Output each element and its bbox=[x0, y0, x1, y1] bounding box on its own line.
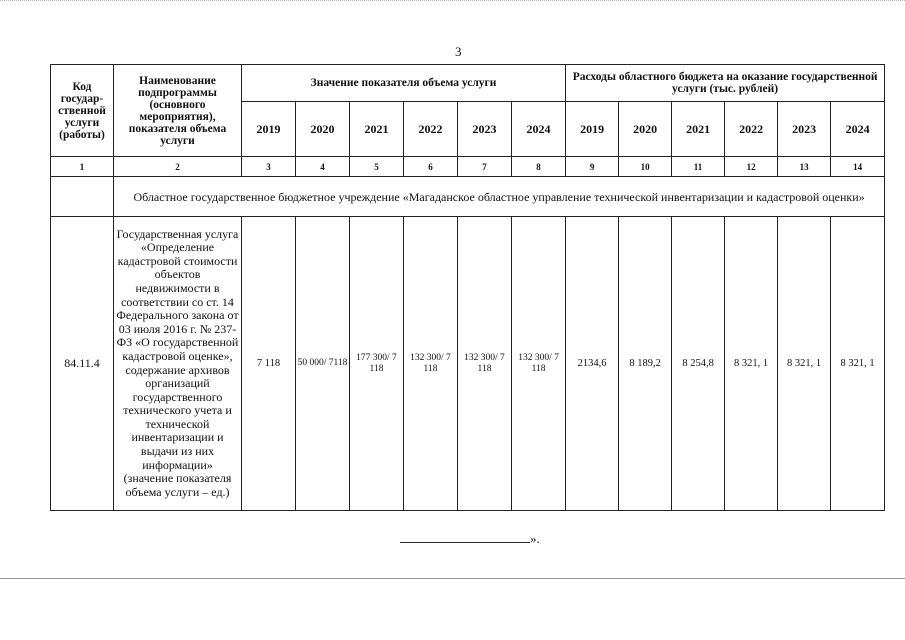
closing-quote: ». bbox=[530, 531, 540, 546]
expense-value: 8 321, 1 bbox=[831, 217, 885, 511]
column-number: 9 bbox=[566, 157, 619, 177]
volume-year: 2019 bbox=[242, 102, 296, 157]
column-number: 14 bbox=[831, 157, 885, 177]
column-number: 12 bbox=[725, 157, 778, 177]
volume-value: 50 000/ 7118 bbox=[296, 217, 350, 511]
expense-year: 2022 bbox=[725, 102, 778, 157]
org-row-blank bbox=[51, 177, 114, 217]
expense-year: 2021 bbox=[672, 102, 725, 157]
header-volume-group: Значение показателя объема услуги bbox=[242, 65, 566, 102]
budget-table bbox=[50, 64, 885, 511]
volume-value: 132 300/ 7 118 bbox=[512, 217, 566, 511]
volume-value: 132 300/ 7 118 bbox=[404, 217, 458, 511]
column-number: 13 bbox=[778, 157, 831, 177]
column-number: 3 bbox=[242, 157, 296, 177]
blank-underline bbox=[400, 530, 530, 543]
column-number: 7 bbox=[458, 157, 512, 177]
expense-year: 2019 bbox=[566, 102, 619, 157]
volume-year: 2022 bbox=[404, 102, 458, 157]
volume-year: 2020 bbox=[296, 102, 350, 157]
expense-value: 8 321, 1 bbox=[778, 217, 831, 511]
header-code: Код государ-ственной услуги (работы) bbox=[51, 65, 114, 157]
service-code: 84.11.4 bbox=[51, 217, 114, 511]
closing-line bbox=[400, 530, 540, 547]
expense-value: 8 189,2 bbox=[619, 217, 672, 511]
expense-value: 8 321, 1 bbox=[725, 217, 778, 511]
page-number: 3 bbox=[455, 44, 462, 59]
column-number: 5 bbox=[350, 157, 404, 177]
expense-value: 2134,6 bbox=[566, 217, 619, 511]
column-number: 1 bbox=[51, 157, 114, 177]
service-description: Государственная услуга «Определение кадастровой стоимости объектов недвижимости в соответствии со ст. 14 Федерального закона от 03 июля 2016 г. № 237-ФЗ «О государственной кадастровой оценке», содержание архивов организаций государственного технического учета и технической инвентаризации и выдачи из них информации» (значение показателя объема услуги – ед.) bbox=[114, 217, 242, 511]
column-number: 4 bbox=[296, 157, 350, 177]
header-name: Наименование подпрограммы (основного мероприятия), показателя объема услуги bbox=[114, 65, 242, 157]
scan-edge-bottom bbox=[0, 578, 905, 579]
column-number: 2 bbox=[114, 157, 242, 177]
expense-year: 2020 bbox=[619, 102, 672, 157]
header-expense-group: Расходы областного бюджета на оказание государственной услуги (тыс. рублей) bbox=[566, 65, 885, 102]
column-number: 11 bbox=[672, 157, 725, 177]
volume-value: 7 118 bbox=[242, 217, 296, 511]
expense-year: 2023 bbox=[778, 102, 831, 157]
volume-year: 2021 bbox=[350, 102, 404, 157]
organization-name: Областное государственное бюджетное учреждение «Магаданское областное управление технической инвентаризации и кадастровой оценки» bbox=[114, 177, 885, 217]
expense-value: 8 254,8 bbox=[672, 217, 725, 511]
column-number: 6 bbox=[404, 157, 458, 177]
column-number: 8 bbox=[512, 157, 566, 177]
scan-edge-top bbox=[0, 0, 905, 1]
column-number: 10 bbox=[619, 157, 672, 177]
expense-year: 2024 bbox=[831, 102, 885, 157]
volume-year: 2023 bbox=[458, 102, 512, 157]
volume-year: 2024 bbox=[512, 102, 566, 157]
volume-value: 177 300/ 7 118 bbox=[350, 217, 404, 511]
volume-value: 132 300/ 7 118 bbox=[458, 217, 512, 511]
